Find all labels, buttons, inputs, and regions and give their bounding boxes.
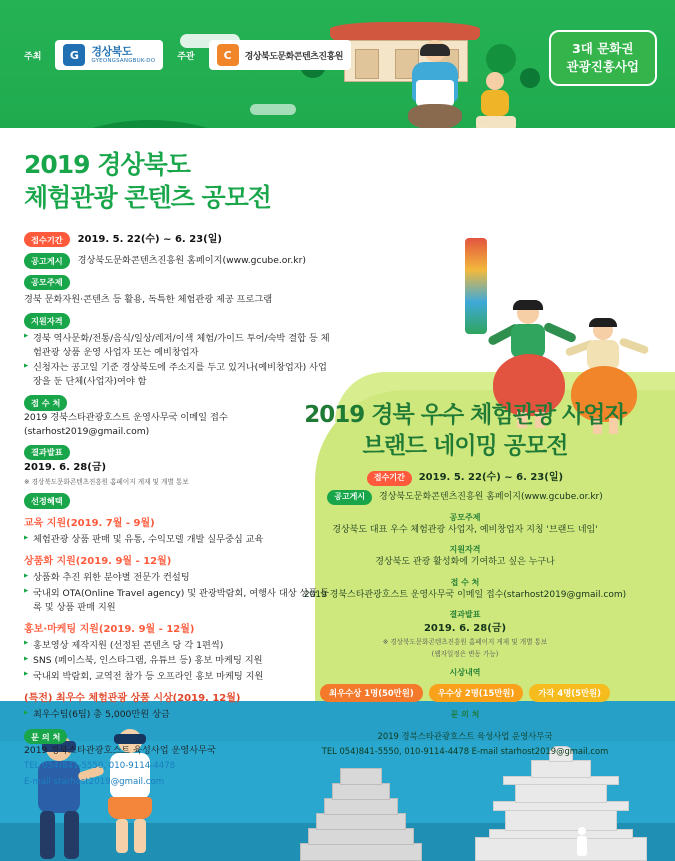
tree-icon xyxy=(486,44,516,74)
right-prize-label: 시상내역 xyxy=(449,667,481,677)
obangsaek-ribbon-icon xyxy=(465,238,487,334)
gcube-logo-icon: C xyxy=(217,44,239,66)
left-subject-row xyxy=(24,275,334,307)
host-logo-subtext: GYEONGSANGBUK-DO xyxy=(91,58,156,65)
left-title-line-2: 체험관광 콘텐츠 공모전 xyxy=(24,183,271,212)
host-logo xyxy=(55,40,163,70)
host-tag: 주최 xyxy=(24,51,42,62)
benefit-item: ▶ 홍보영상 제작지원 (선정된 콘텐츠 당 각 1편씩) xyxy=(24,639,334,653)
host-logos xyxy=(24,40,351,70)
left-eligible-item: ▶ 신청자는 공고일 기준 경상북도에 주소지를 두고 있거나(예비창업자) 사업장을 둔 단체(사업자)여야 함 xyxy=(24,361,334,389)
left-inquiry-tel[interactable]: TEL 054)841-5550, 010-9114-4478 xyxy=(24,761,176,772)
right-notice-row xyxy=(275,490,655,505)
right-subject-value: 경상북도 대표 우수 체험관광 사업자, 예비창업자 지칭 '브랜드 네임' xyxy=(332,524,598,535)
left-subject-value: 경북 문화자원·콘텐츠 등 활용, 독특한 체험관광 제공 프로그램 xyxy=(24,294,273,306)
left-inquiry-label: 문 의 처 xyxy=(24,729,67,744)
left-inquiry-email[interactable]: E-mail starhost2019@gmail.com xyxy=(24,776,165,787)
prize-item: 가작 4명(5만원) xyxy=(529,684,610,703)
tree-icon xyxy=(520,68,540,88)
organizer-tag: 주관 xyxy=(177,51,195,62)
right-subject-label: 공모주제 xyxy=(449,512,481,522)
benefit-title: 교육 지원(2019. 7월 - 9월) xyxy=(24,517,155,529)
prize-item: 우수상 2명(15만원) xyxy=(429,684,524,703)
left-result-value: 2019. 6. 28(금) xyxy=(24,462,107,474)
pagoda-illustration xyxy=(475,741,645,861)
status-badge xyxy=(549,30,657,86)
badge-line-2: 관광진흥사업 xyxy=(566,59,639,75)
benefit-item: ▶ 최우수팀(6팀) 총 5,000만원 상금 xyxy=(24,708,334,722)
benefit-item: ▶ 국내외 OTA(Online Travel agency) 및 관광박람회, 여행사 대상 상품 등록 및 상품 판매 지원 xyxy=(24,587,334,615)
left-contest-title xyxy=(24,148,271,214)
right-receipt-value: 2019 경북스타관광호스트 운영사무국 이메일 접수(starhost2019@gmail.com) xyxy=(303,589,627,600)
right-notice-label: 공고게시 xyxy=(327,490,372,505)
right-receipt-label: 접 수 처 xyxy=(450,577,480,587)
left-receipt-email: (starhost2019@gmail.com) xyxy=(24,425,150,437)
prize-list xyxy=(275,684,655,703)
benefit-title: 상품화 지원(2019. 9월 - 12월) xyxy=(24,556,172,568)
right-contest-title xyxy=(275,400,655,462)
prize-item: 최우수상 1명(50만원) xyxy=(320,684,423,703)
organizer-logo-text: 경상북도문화콘텐츠진흥원 xyxy=(244,51,343,62)
left-subject-label: 공모주제 xyxy=(24,275,70,290)
gyeongsangbukdo-logo-icon: G xyxy=(63,44,85,66)
left-period-row xyxy=(24,232,334,247)
right-result-note: ※ 경상북도문화콘텐츠진흥원 홈페이지 게재 및 개별 통보 xyxy=(382,638,548,646)
left-result-note: ※ 경상북도문화콘텐츠진흥원 홈페이지 게재 및 개별 통보 xyxy=(24,478,189,487)
right-inquiry-office: 2019 경북스타관광호스트 육성사업 운영사무국 xyxy=(377,731,553,742)
left-eligibility-row xyxy=(24,313,334,389)
badge-line-1: 3대 문화권 xyxy=(572,41,634,56)
left-benefit-label: 선정혜택 xyxy=(24,493,70,508)
right-result-value: 2019. 6. 28(금) xyxy=(423,623,507,634)
right-inquiry-label: 문 의 처 xyxy=(450,710,480,720)
left-eligible-label: 지원자격 xyxy=(24,313,70,328)
benefit-title: 홍보·마케팅 지원(2019. 9월 - 12월) xyxy=(24,623,195,635)
left-result-label: 결과발표 xyxy=(24,445,70,460)
right-period-value: 2019. 5. 22(수) ~ 6. 23(일) xyxy=(418,472,564,483)
right-title-line-2: 브랜드 네이밍 공모전 xyxy=(362,433,568,460)
right-period-label: 접수기간 xyxy=(367,471,412,486)
left-notice-value: 경상북도문화콘텐츠진흥원 홈페이지(www.gcube.or.kr) xyxy=(77,255,306,267)
left-receipt-value: 2019 경북스타관광호스트 운영사무국 이메일 접수 xyxy=(24,411,228,423)
benefit-item: ▶ 상품화 추진 위한 분야별 전문가 컨설팅 xyxy=(24,571,334,585)
benefit-item: ▶ 국내외 박람회, 교역전 참가 등 오프라인 홍보 마케팅 지원 xyxy=(24,670,334,684)
left-notice-row xyxy=(24,253,334,268)
right-title-line-1: 2019 경북 우수 체험관광 사업자 xyxy=(304,402,626,428)
right-period-row xyxy=(275,470,655,486)
right-inquiry-contact[interactable]: TEL 054)841-5550, 010-9114-4478 E-mail starhost2019@gmail.com xyxy=(321,746,609,756)
left-period-label: 접수기간 xyxy=(24,232,70,247)
left-notice-label: 공고게시 xyxy=(24,253,70,268)
left-title-line-1: 2019 경상북도 xyxy=(24,150,190,179)
right-eligible-label: 지원자격 xyxy=(449,545,481,554)
left-inquiry-office: 2019 경북스타관광호스트 육성사업 운영사무국 xyxy=(24,745,216,757)
benefit-title: (특전) 최우수 체험관광 상품 시상(2019. 12월) xyxy=(24,692,241,704)
left-eligible-item: ▶ 경북 역사문화/전통/음식/일상/레저/이색 체험/가이드 투어/숙박 결합 등 체험관광 상품 운영 사업자 또는 예비창업자 xyxy=(24,332,334,360)
right-result-note-2: (웹자일정은 변동 가능) xyxy=(431,649,499,658)
benefit-item: ▶ SNS (페이스북, 인스타그램, 유튜브 등) 홍보 마케팅 지원 xyxy=(24,654,334,668)
cloud-icon xyxy=(250,104,296,115)
benefit-item: ▶ 체험관광 상품 판매 및 유통, 수익모델 개발 실무중심 교육 xyxy=(24,533,334,547)
right-notice-value: 경상북도문화콘텐츠진흥원 홈페이지(www.gcube.or.kr) xyxy=(379,492,603,502)
visitor-silhouette xyxy=(575,827,589,857)
right-eligible-value: 경상북도 관광 활성화에 기여하고 싶은 누구나 xyxy=(375,557,555,567)
host-logo-text: 경상북도 xyxy=(91,44,132,58)
right-contest-details xyxy=(275,470,655,758)
left-receipt-label: 접 수 처 xyxy=(24,395,67,410)
left-period-value: 2019. 5. 22(수) ~ 6. 23(일) xyxy=(77,234,222,246)
organizer-logo xyxy=(209,40,351,70)
right-result-label: 결과발표 xyxy=(449,610,481,619)
